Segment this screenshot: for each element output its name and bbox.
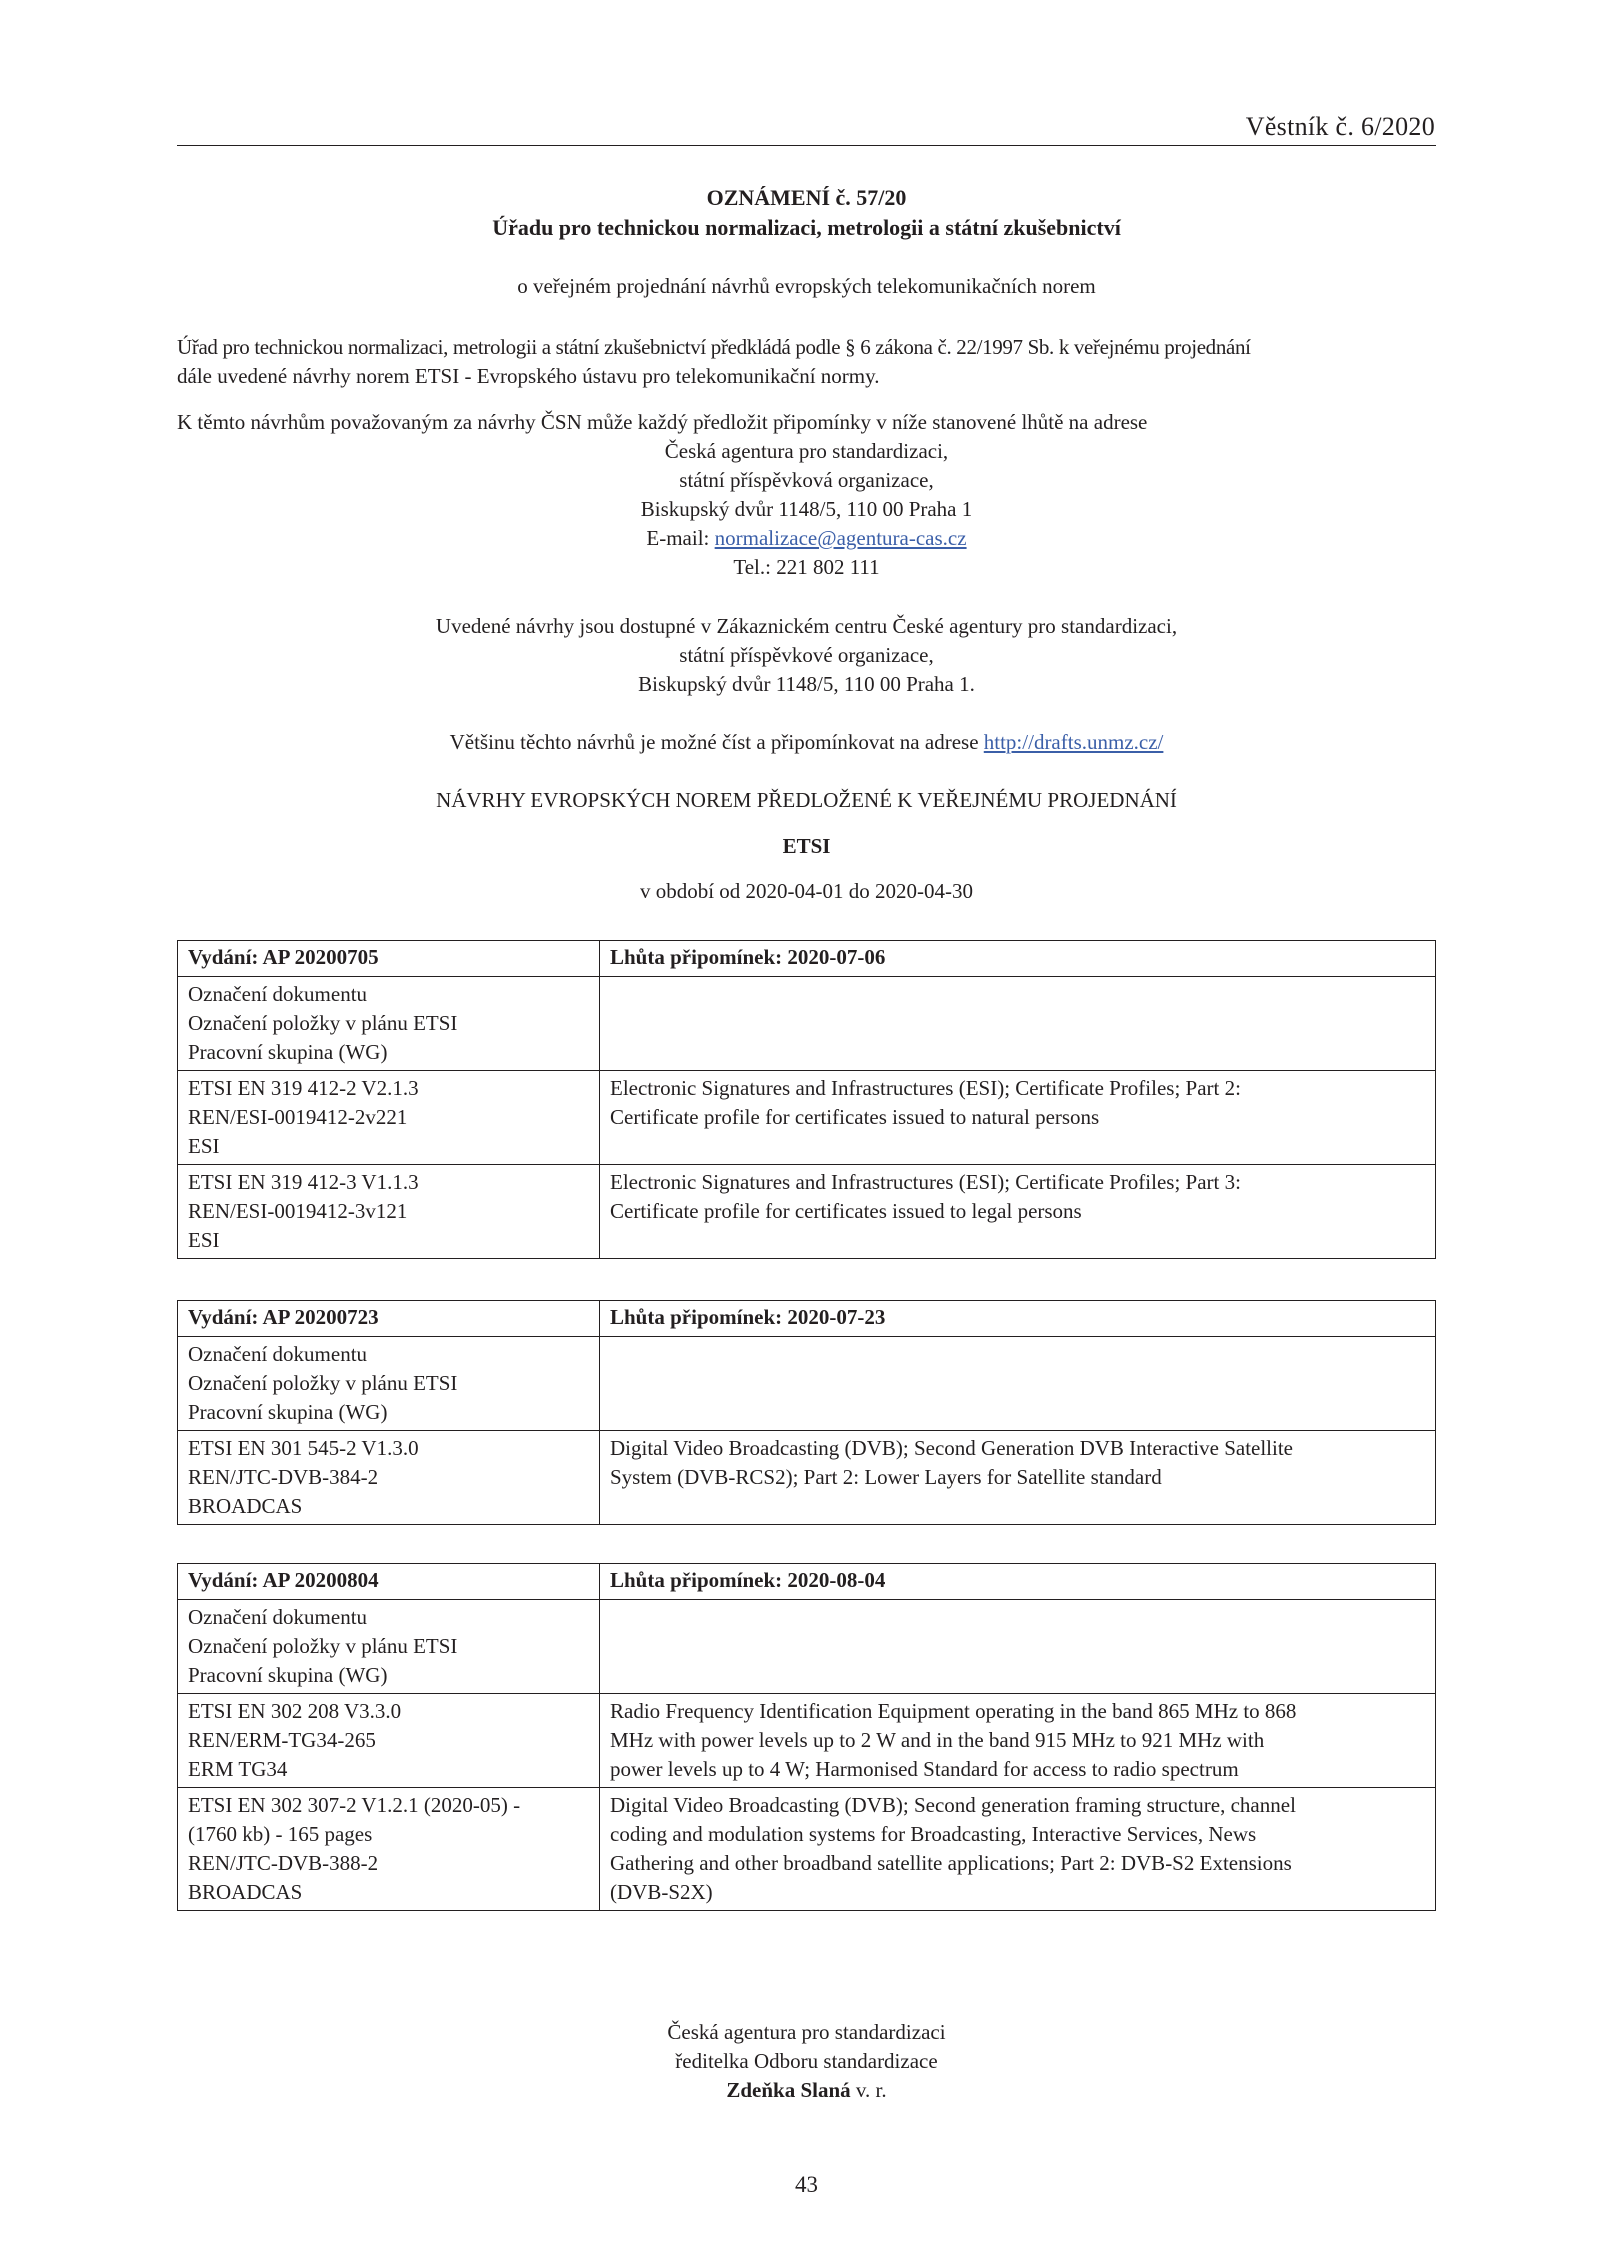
title-line: Electronic Signatures and Infrastructures (ESI); Certificate Profiles; Part 2: [610,1076,1241,1100]
document-size: (1760 kb) - 165 pages [188,1822,373,1846]
title-line: System (DVB-RCS2); Part 2: Lower Layers for Satellite standard [610,1465,1162,1489]
working-group: BROADCAS [188,1880,303,1904]
working-group: BROADCAS [188,1494,303,1518]
table-row [178,1694,1436,1788]
document-id-cell [178,1788,600,1911]
title-line: Digital Video Broadcasting (DVB); Second generation framing structure, channel [610,1793,1296,1817]
table-row [178,1165,1436,1259]
table-header-row [178,941,1436,977]
title-line: power levels up to 4 W; Harmonised Standard for access to radio spectrum [610,1757,1239,1781]
availability-line-3: Biskupský dvůr 1148/5, 110 00 Praha 1. [638,672,975,696]
document-number: ETSI EN 302 208 V3.3.0 [188,1699,402,1723]
title-line: coding and modulation systems for Broadcasting, Interactive Services, News [610,1822,1257,1846]
drafts-link[interactable]: http://drafts.unmz.cz/ [983,730,1164,754]
document-number: ETSI EN 302 307-2 V1.2.1 (2020-05) - [188,1793,521,1817]
bulletin-title: Věstník č. 6/2020 [1245,112,1435,141]
hint-plan-item: Označení položky v plánu ETSI [188,1634,458,1658]
deadline-cell: Lhůta připomínek: 2020-07-06 [600,941,1436,977]
address-line-2: státní příspěvková organizace, [679,468,934,492]
hint-doc-designation: Označení dokumentu [188,1342,368,1366]
phone-line: Tel.: 221 802 111 [733,555,880,579]
column-hint-row [178,1600,1436,1694]
column-hint-row [178,1337,1436,1431]
document-id-cell [178,1165,600,1259]
drafts-table-2 [177,1300,1436,1525]
document-title-cell [600,1431,1436,1525]
drafts-heading: NÁVRHY EVROPSKÝCH NOREM PŘEDLOŽENÉ K VEŘEJNÉMU PROJEDNÁNÍ [436,788,1177,812]
table-header-row [178,1301,1436,1337]
notice-office: Úřadu pro technickou normalizaci, metrologii a státní zkušebnictví [492,215,1121,240]
online-text: Většinu těchto návrhů je možné číst a připomínkovat na adrese [449,730,984,754]
document-number: ETSI EN 319 412-3 V1.1.3 [188,1170,419,1194]
table-row [178,1071,1436,1165]
notice-subtitle: o veřejném projednání návrhů evropských telekomunikačních norem [517,274,1096,298]
working-group: ESI [188,1134,220,1158]
availability-line-1: Uvedené návrhy jsou dostupné v Zákaznickém centru České agentury pro standardizaci, [435,614,1178,638]
email-label: E-mail: [646,526,715,550]
title-line: Electronic Signatures and Infrastructures (ESI); Certificate Profiles; Part 3: [610,1170,1241,1194]
hint-doc-designation: Označení dokumentu [188,1605,368,1629]
org-heading: ETSI [782,834,831,858]
document-id-cell [178,1431,600,1525]
title-line: Digital Video Broadcasting (DVB); Second Generation DVB Interactive Satellite [610,1436,1294,1460]
header-divider [177,145,1436,146]
document-title-cell [600,1694,1436,1788]
hint-working-group: Pracovní skupina (WG) [188,1663,388,1687]
document-number: ETSI EN 319 412-2 V2.1.3 [188,1076,419,1100]
plan-item: REN/ESI-0019412-3v121 [188,1199,408,1223]
document-title-cell [600,1788,1436,1911]
notice-number: OZNÁMENÍ č. 57/20 [706,185,907,210]
title-line: MHz with power levels up to 2 W and in the band 915 MHz to 921 MHz with [610,1728,1265,1752]
availability-line-2: státní příspěvkové organizace, [679,643,934,667]
title-line: (DVB-S2X) [610,1880,713,1904]
issue-cell: Vydání: AP 20200804 [178,1564,600,1600]
period-line: v období od 2020-04-01 do 2020-04-30 [639,879,974,903]
signature-org: Česká agentura pro standardizaci [667,2020,946,2044]
empty-cell [600,1600,1436,1694]
comments-instructions: K těmto návrhům považovaným za návrhy ČSN může každý předložit připomínky v níže stanovené lhůtě na adrese [177,410,1148,434]
document-title-cell [600,1165,1436,1259]
drafts-table-1 [177,940,1436,1259]
empty-cell [600,977,1436,1071]
document-number: ETSI EN 301 545-2 V1.3.0 [188,1436,419,1460]
document-id-cell [178,1694,600,1788]
column-hint-cell [178,1337,600,1431]
plan-item: REN/JTC-DVB-388-2 [188,1851,379,1875]
hint-plan-item: Označení položky v plánu ETSI [188,1371,458,1395]
document-title-cell [600,1071,1436,1165]
issue-cell: Vydání: AP 20200723 [178,1301,600,1337]
empty-cell [600,1337,1436,1431]
intro-line-1: Úřad pro technickou normalizaci, metrologii a státní zkušebnictví předkládá podle § 6 zákona č. 22/1997 Sb. k veřejnému projednání [177,335,1251,359]
online-line [177,728,1436,757]
title-line: Certificate profile for certificates issued to natural persons [610,1105,1100,1129]
title-line: Radio Frequency Identification Equipment operating in the band 865 MHz to 868 [610,1699,1297,1723]
address-line-1: Česká agentura pro standardizaci, [664,439,949,463]
signature-role: ředitelka Odboru standardizace [675,2049,938,2073]
intro-line-2: dále uvedené návrhy norem ETSI - Evropského ústavu pro telekomunikační normy. [177,364,880,388]
deadline-cell: Lhůta připomínek: 2020-07-23 [600,1301,1436,1337]
column-hint-cell [178,1600,600,1694]
hint-doc-designation: Označení dokumentu [188,982,368,1006]
table-header-row [178,1564,1436,1600]
title-line: Certificate profile for certificates issued to legal persons [610,1199,1082,1223]
plan-item: REN/ESI-0019412-2v221 [188,1105,408,1129]
table-row [178,1431,1436,1525]
plan-item: REN/JTC-DVB-384-2 [188,1465,379,1489]
document-id-cell [178,1071,600,1165]
page-number: 43 [795,2172,818,2197]
column-hint-cell [178,977,600,1071]
working-group: ERM TG34 [188,1757,288,1781]
signature-suffix: v. r. [850,2078,887,2102]
deadline-cell: Lhůta připomínek: 2020-08-04 [600,1564,1436,1600]
email-line [177,524,1436,553]
hint-plan-item: Označení položky v plánu ETSI [188,1011,458,1035]
hint-working-group: Pracovní skupina (WG) [188,1040,388,1064]
signatory-name: Zdeňka Slaná [726,2078,851,2102]
email-link[interactable]: normalizace@agentura-cas.cz [714,526,967,550]
title-line: Gathering and other broadband satellite applications; Part 2: DVB-S2 Extensions [610,1851,1292,1875]
drafts-table-3 [177,1563,1436,1911]
address-line-3: Biskupský dvůr 1148/5, 110 00 Praha 1 [640,497,973,521]
hint-working-group: Pracovní skupina (WG) [188,1400,388,1424]
working-group: ESI [188,1228,220,1252]
issue-cell: Vydání: AP 20200705 [178,941,600,977]
table-row [178,1788,1436,1911]
plan-item: REN/ERM-TG34-265 [188,1728,376,1752]
column-hint-row [178,977,1436,1071]
signature-line [177,2076,1436,2105]
